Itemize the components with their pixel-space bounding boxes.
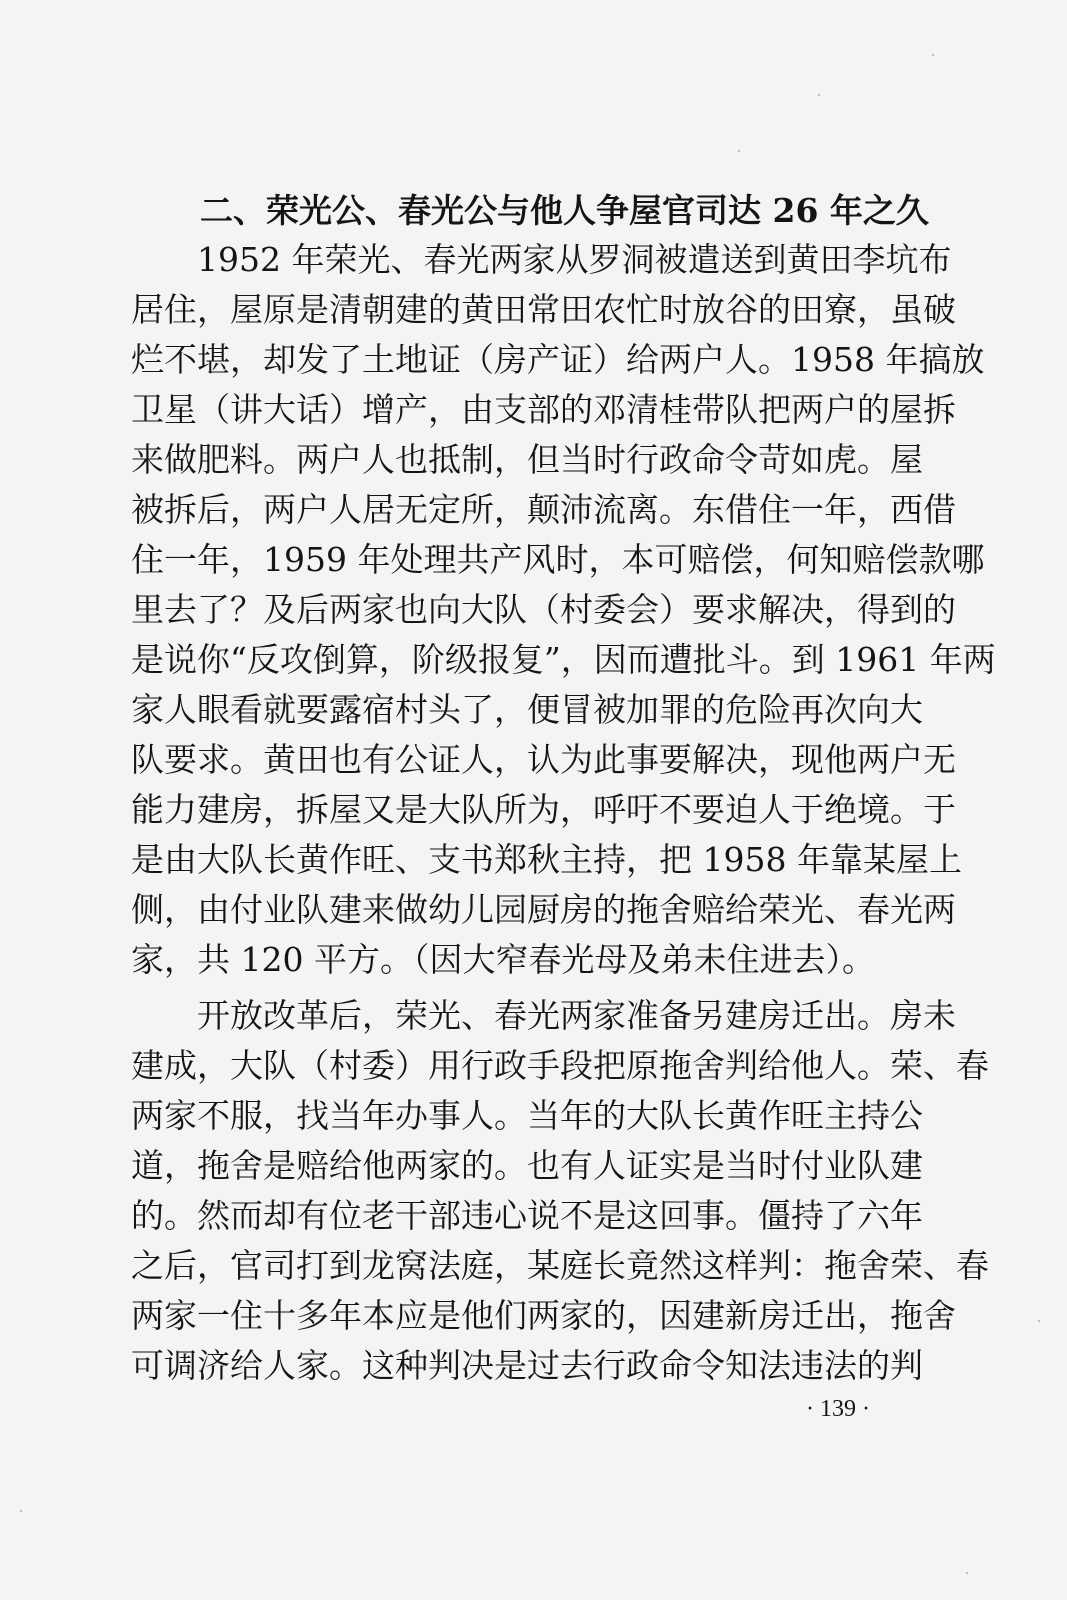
text-line: 家，共 120 平方。（因大窄春光母及弟未住进去）。 bbox=[131, 940, 875, 979]
text-line: 两家一住十多年本应是他们两家的，因建新房迁出，拖舍 bbox=[131, 1296, 956, 1335]
text-line: 是说你“反攻倒算，阶级报复”，因而遭批斗。到 1961 年两 bbox=[131, 640, 996, 679]
text-line: 住一年，1959 年处理共产风时，本可赔偿，何知赔偿款哪 bbox=[131, 540, 985, 579]
text-line: 队要求。黄田也有公证人，认为此事要解决，现他两户无 bbox=[131, 740, 956, 779]
text-line: 能力建房，拆屋又是大队所为，呼吁不要迫人于绝境。于 bbox=[131, 790, 956, 829]
text-line: 1952 年荣光、春光两家从罗洞被遣送到黄田李坑布 bbox=[197, 240, 952, 279]
text-line: 两家不服，找当年办事人。当年的大队长黄作旺主持公 bbox=[131, 1096, 923, 1135]
text-line: 侧，由付业队建来做幼儿园厨房的拖舍赔给荣光、春光两 bbox=[131, 890, 956, 929]
text-line: 的。然而却有位老干部违心说不是这回事。僵持了六年 bbox=[131, 1196, 923, 1235]
text-line: 里去了？及后两家也向大队（村委会）要求解决，得到的 bbox=[131, 590, 956, 629]
text-line: 道，拖舍是赔给他两家的。也有人证实是当时付业队建 bbox=[131, 1146, 923, 1185]
text-line: 烂不堪，却发了土地证（房产证）给两户人。1958 年搞放 bbox=[131, 340, 985, 379]
text-line: 建成，大队（村委）用行政手段把原拖舍判给他人。荣、春 bbox=[131, 1046, 989, 1085]
text-line: 可调济给人家。这种判决是过去行政命令知法违法的判 bbox=[131, 1346, 923, 1385]
text-line: 被拆后，两户人居无定所，颠沛流离。东借住一年，西借 bbox=[131, 490, 956, 529]
text-line: 家人眼看就要露宿村头了，便冒被加罪的危险再次向大 bbox=[131, 690, 923, 729]
text-line: 是由大队长黄作旺、支书郑秋主持，把 1958 年靠某屋上 bbox=[131, 840, 962, 879]
text-line: 卫星（讲大话）增产，由支部的邓清桂带队把两户的屋拆 bbox=[131, 390, 956, 429]
text-line: 居住，屋原是清朝建的黄田常田农忙时放谷的田寮，虽破 bbox=[131, 290, 956, 329]
page-number: · 139 · bbox=[806, 1396, 870, 1422]
text-line: 来做肥料。两户人也抵制，但当时行政命令苛如虎。屋 bbox=[131, 440, 923, 479]
text-line: 开放改革后，荣光、春光两家准备另建房迁出。房未 bbox=[197, 996, 956, 1035]
text-line: 之后，官司打到龙窝法庭，某庭长竟然这样判：拖舍荣、春 bbox=[131, 1246, 989, 1285]
section-heading: 二、荣光公、春光公与他人争屋官司达 26 年之久 bbox=[200, 191, 929, 230]
